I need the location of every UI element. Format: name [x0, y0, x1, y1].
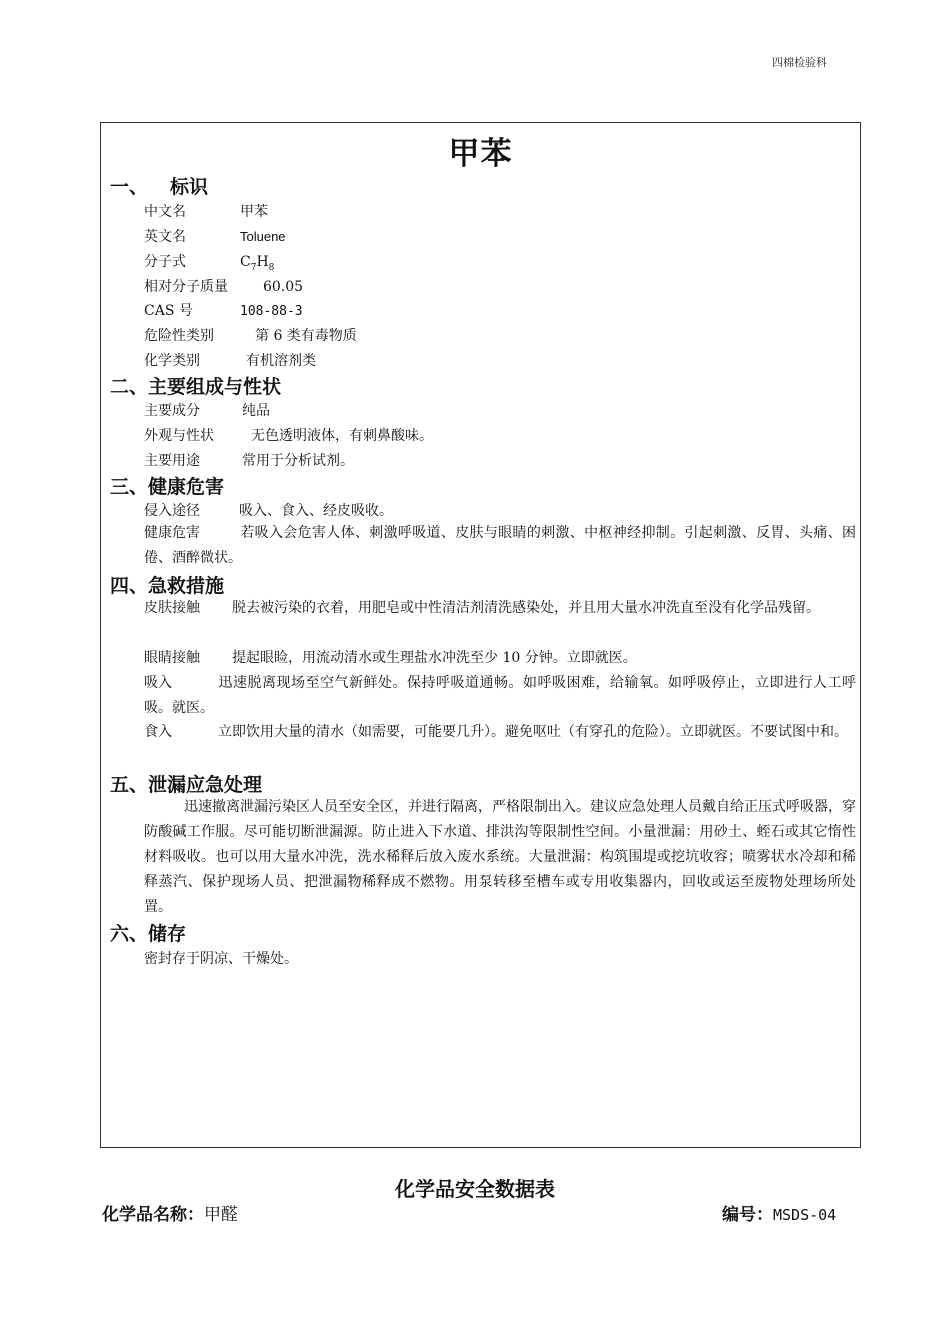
- field-inhalation: 吸入 迅速脱离现场至空气新鲜处。保持呼吸道通畅。如呼吸困难，给输氧。如呼吸停止，立即进行人工呼吸。就医。: [144, 675, 856, 716]
- leak-response-text: 迅速撤离泄漏污染区人员至安全区，并进行隔离，严格限制出入。建议应急处理人员戴自给正压式呼吸器，穿防酸碱工作服。尽可能切断泄漏源。防止进入下水道、排洪沟等限制性空间。小量泄漏：用砂土、蛭石或其它惰性材料吸收。也可以用大量水冲洗，洗水稀释后放入废水系统。大量泄漏：构筑围堤或挖坑收容；喷雾状水冷却和稀释蒸汽、保护现场人员、把泄漏物稀释成不燃物。用泵转移至槽车或专用收集器内，回收或运至废物处理场所处置。: [144, 799, 856, 915]
- field-molecular-formula: 分子式 $C_7H_8$: [144, 254, 275, 273]
- field-ingestion: 食入 立即饮用大量的清水（如需要，可能要几升）。避免呕吐（有穿孔的危险）。立即就医。不要试图中和。: [144, 724, 848, 740]
- field-hazard-class: 危险性类别 第 6 类有毒物质: [144, 328, 357, 344]
- field-health-hazard: 健康危害 若吸入会危害人体、刺激呼吸道、皮肤与眼睛的刺激、中枢神经抑制。引起刺激、反胃、头痛、困倦、酒醉微状。: [144, 525, 856, 566]
- field-main-component: 主要成分 纯品: [144, 403, 270, 419]
- field-exposure-route: 侵入途径 吸入、食入、经皮吸收。: [144, 503, 393, 519]
- section-heading-leak-response: 五、泄漏应急处理: [110, 774, 263, 796]
- field-cas-number: CAS 号 108-88-3: [144, 303, 303, 319]
- field-english-name: 英文名 Toluene: [144, 229, 286, 245]
- field-eye-contact: 眼睛接触 提起眼睑，用流动清水或生理盐水冲洗至少 10 分钟。立即就医。: [144, 650, 637, 666]
- next-sheet-code: 编号：MSDS-04: [722, 1205, 837, 1225]
- next-sheet-chemical-name: 化学品名称：甲醛: [102, 1205, 238, 1225]
- field-chemical-category: 化学类别 有机溶剂类: [144, 353, 316, 369]
- field-skin-contact: 皮肤接触 脱去被污染的衣着，用肥皂或中性清洁剂清洗感染处，并且用大量水冲洗直至没有化学品残留。: [144, 600, 820, 616]
- section-heading-first-aid: 四、急救措施: [110, 575, 225, 597]
- section-heading-composition: 二、主要组成与性状: [110, 376, 282, 398]
- storage-text: 密封存于阴凉、干燥处。: [144, 951, 298, 967]
- field-chinese-name: 中文名 甲苯: [144, 204, 268, 220]
- section-heading-health-hazard: 三、健康危害: [110, 476, 225, 498]
- field-molecular-weight: 相对分子质量 60.05: [144, 279, 304, 295]
- section-heading-storage: 六、储存: [110, 923, 187, 945]
- field-main-use: 主要用途 常用于分析试剂。: [144, 453, 354, 469]
- next-sheet-title: 化学品安全数据表: [395, 1177, 555, 1201]
- organization-label: 四棉检验科: [772, 56, 827, 69]
- section-heading-identification: 一、 标识: [110, 176, 209, 198]
- field-appearance: 外观与性状 无色透明液体，有刺鼻酸味。: [144, 428, 433, 444]
- document-title: 甲苯: [448, 136, 513, 172]
